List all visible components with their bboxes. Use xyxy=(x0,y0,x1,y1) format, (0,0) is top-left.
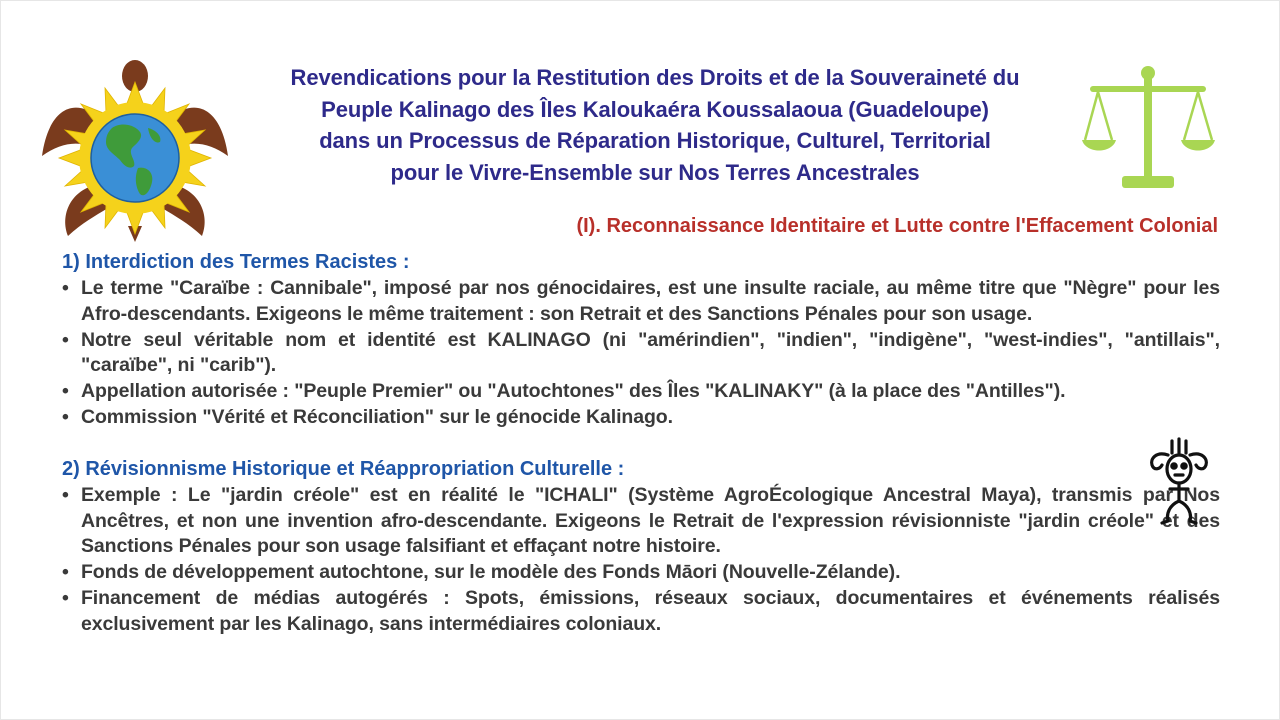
section-subtitle xyxy=(576,215,1218,238)
list-item: • Financement de médias autogérés : Spots, émissions, réseaux sociaux, documentaires et événements réalisés exclusivement par les Kalinago, sans intermédiaires coloniaux. xyxy=(62,586,1220,638)
list-item: • Exemple : Le "jardin créole" est en réalité le "ICHALI" (Système AgroÉcologique Ancestral Maya), transmis par Nos Ancêtres, et non une invention afro-descendante. Exigeons le Retrait de l'expression révisionniste "jardin créole" et des Sanctions Pénales pour son usage falsifiant et effaçant notre histoire. xyxy=(62,483,1220,560)
section-heading-1: 1) Interdiction des Termes Racistes : xyxy=(62,251,410,273)
kalinago-petroglyph-icon xyxy=(1146,435,1212,527)
subtitle-text: Reconnaissance Identitaire et Lutte contre l'Effacement Colonial xyxy=(606,215,1218,237)
list-item: • Notre seul véritable nom et identité est KALINAGO (ni "amérindien", "indien", "indigène", "west-indies", "antillais", "caraïbe", ni "carib"). xyxy=(62,328,1220,380)
section-2-list xyxy=(62,483,1220,638)
subtitle-number: (I). xyxy=(576,215,601,237)
list-item: • Fonds de développement autochtone, sur le modèle des Fonds Māori (Nouvelle-Zélande). xyxy=(62,560,1220,586)
title-line-2: Peuple Kalinago des Îles Kaloukaéra Koussalaoua (Guadeloupe) xyxy=(321,96,989,122)
title-line-1: Revendications pour la Restitution des Droits et de la Souveraineté du xyxy=(290,65,1020,90)
title-line-4: pour le Vivre-Ensemble sur Nos Terres Ancestrales xyxy=(390,159,920,185)
title-line-3: dans un Processus de Réparation Historique, Culturel, Territorial xyxy=(319,128,991,153)
section-1-list xyxy=(62,276,1220,431)
document-body xyxy=(62,250,1220,638)
list-item: • Appellation autorisée : "Peuple Premier" ou "Autochtones" des Îles "KALINAKY" (à la place des "Antilles"). xyxy=(62,379,1220,405)
justice-scales-icon xyxy=(1082,64,1217,194)
page-title xyxy=(160,62,1150,188)
list-item: • Le terme "Caraïbe : Cannibale", imposé par nos génocidaires, est une insulte raciale, au même titre que "Nègre" pour les Afro-descendants. Exigeons le même traitement : son Retrait et des Sanctions Pénales pour son usage. xyxy=(62,276,1220,328)
list-item: • Commission "Vérité et Réconciliation" sur le génocide Kalinago. xyxy=(62,405,1220,431)
section-heading-2: 2) Révisionnisme Historique et Réappropriation Culturelle : xyxy=(62,457,625,480)
